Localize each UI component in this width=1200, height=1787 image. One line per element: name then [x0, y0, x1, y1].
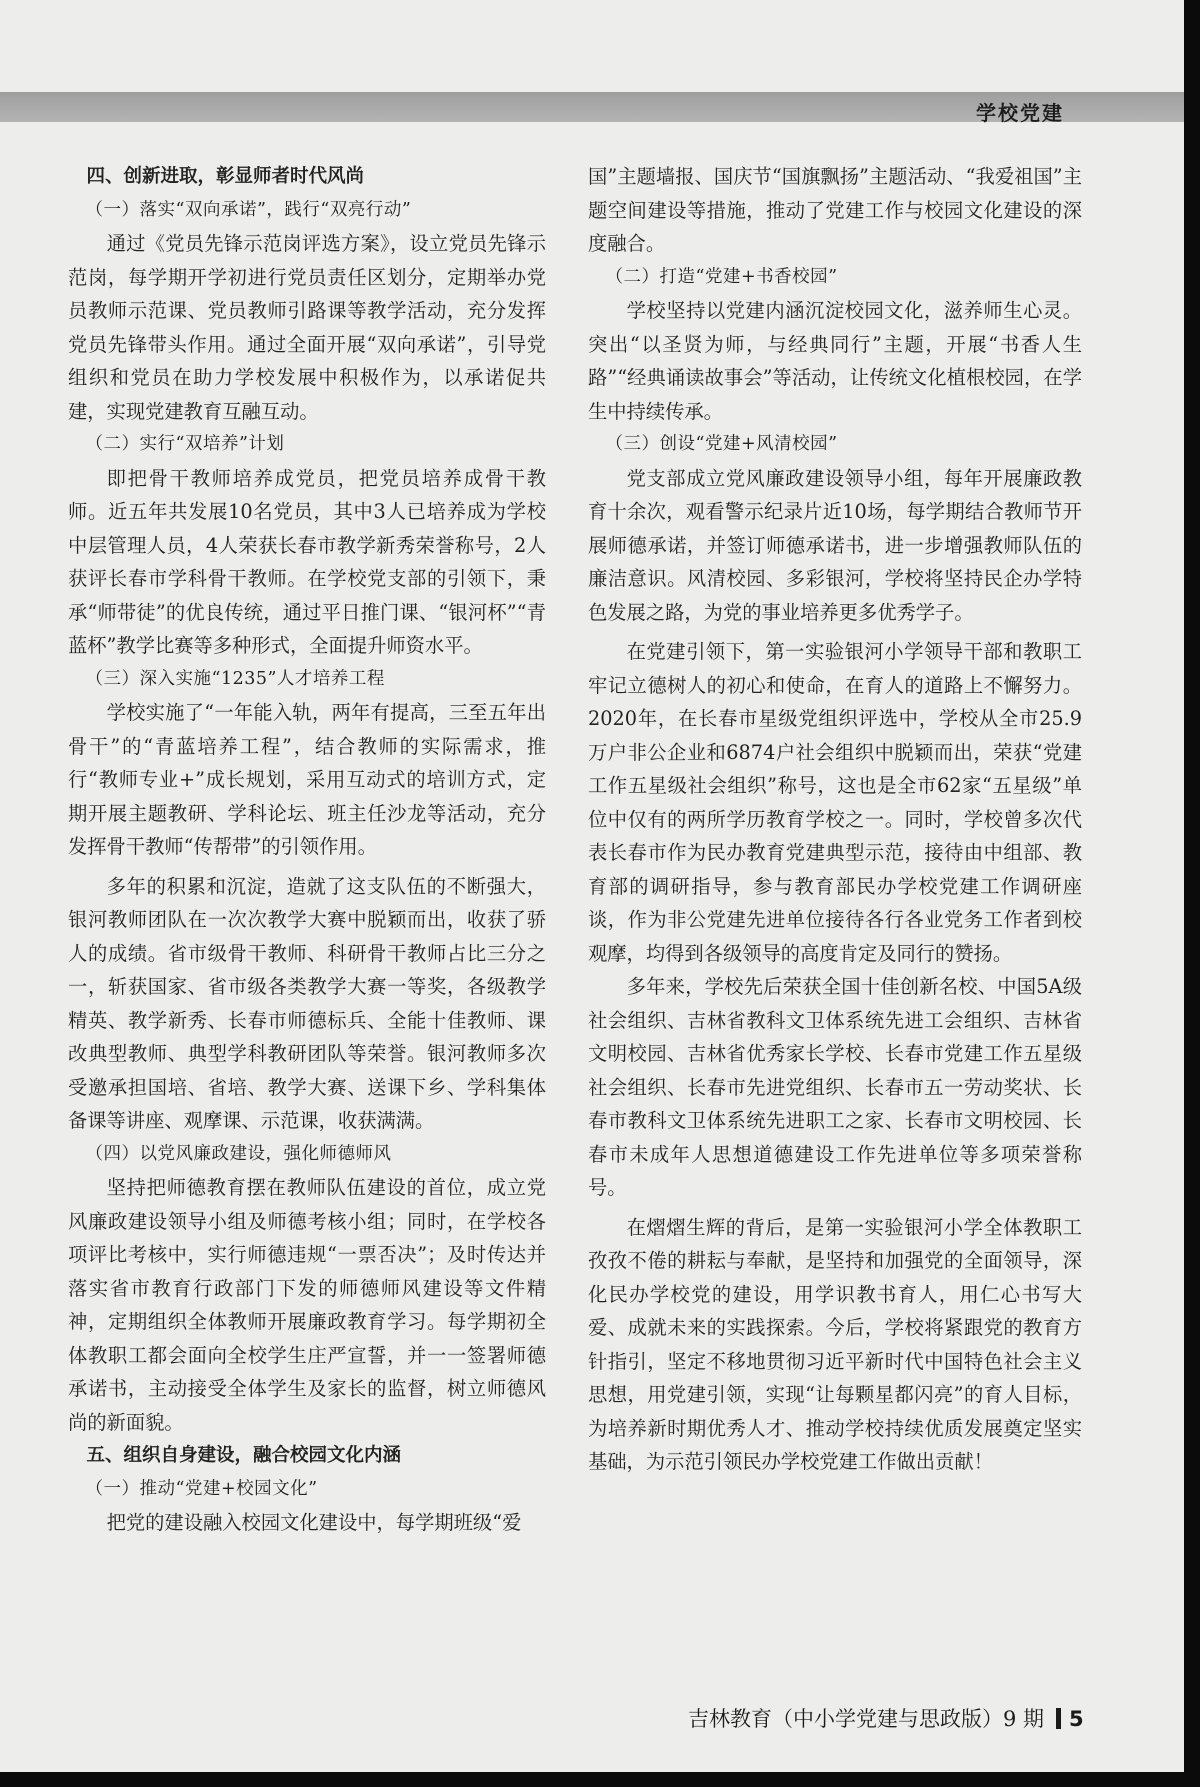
- footer: [688, 1703, 1108, 1733]
- section-heading: 五、组织自身建设，融合校园文化内涵: [86, 1445, 402, 1466]
- paragraph: 在党建引领下，第一实验银河小学领导干部和教职工牢记立德树人的初心和使命，在育人的道路上不懈努力。2020年，在长春市星级党组织评选中，学校从全市25.9万户非公企业和6874户社会组织中脱颖而出，荣获“党建工作五星级社会组织”称号，这也是全市62家“五星级”单位中仅有的两所学历教育学校之一。同时，学校曾多次代表长春市作为民办教育党建典型示范，接待由中组部、教育部的调研指导，参与教育部民办学校党建工作调研座谈，作为非公党建先进单位接待各行各业党务工作者到校观摩，均得到各级领导的高度肯定及同行的赞扬。: [588, 640, 1082, 965]
- subsection-heading: （一）推动“党建+校园文化”: [85, 1478, 318, 1499]
- subsection-heading: （三）深入实施“1235”人才培养工程: [85, 668, 385, 689]
- page-number: 5: [1069, 1707, 1084, 1731]
- paragraph: 在熠熠生辉的背后，是第一实验银河小学全体教职工孜孜不倦的耕耘与奉献，是坚持和加强党的全面领导，深化民办学校党的建设，用学识教书育人，用仁心书写大爱、成就未来的实践探索。今后，学校将紧跟党的教育方针指引，坚定不移地贯彻习近平新时代中国特色社会主义思想，用党建引领，实现“让每颗星都闪亮”的育人目标，为培养新时期优秀人才、推动学校持续优质发展奠定坚实基础，为示范引领民办学校党建工作做出贡献！: [588, 1215, 1082, 1473]
- paragraph: 坚持把师德教育摆在教师队伍建设的首位，成立党风廉政建设领导小组及师德考核小组；同时，在学校各项评比考核中，实行师德违规“一票否决”；及时传达并落实省市教育行政部门下发的师德师风建设等文件精神，定期组织全体教师开展廉政教育学习。每学期初全体教职工都会面向全校学生庄严宣誓，并一一签署师德承诺书，主动接受全体学生及家长的监督，树立师德风尚的新面貌。: [68, 1176, 546, 1434]
- section-heading: 四、创新进取，彰显师者时代风尚: [86, 166, 365, 187]
- left-column: [68, 160, 546, 1540]
- footer-divider: [1056, 1708, 1061, 1729]
- journal-name: 吉林教育（中小学党建与思政版）9 期: [688, 1707, 1045, 1731]
- paragraph: 把党的建设融入校园文化建设中，每学期班级“爱: [106, 1511, 522, 1534]
- paragraph: 通过《党员先锋示范岗评选方案》，设立党员先锋示范岗，每学期开学初进行党员责任区划分，定期举办党员教师示范课、党员教师引路课等教学活动，充分发挥党员先锋带头作用。通过全面开展“双向承诺”，引导党组织和党员在助力学校发展中积极作为，以承诺促共建，实现党建教育互融互动。: [68, 232, 546, 423]
- paragraph: 即把骨干教师培养成党员，把党员培养成骨干教师。近五年共发展10名党员，其中3人已培养成为学校中层管理人员，4人荣获长春市教学新秀荣誉称号，2人获评长春市学科骨干教师。在学校党支部的引领下，秉承“师带徒”的优良传统，通过平日推门课、“银河杯”“青蓝杯”教学比赛等多种形式，全面提升师资水平。: [68, 466, 546, 657]
- subsection-heading: （三）创设“党建+风清校园”: [605, 434, 838, 454]
- paragraph: 国”主题墙报、国庆节“国旗飘扬”主题活动、“我爱祖国”主题空间建设等措施，推动了党建工作与校园文化建设的深度融合。: [588, 165, 1082, 255]
- subsection-heading: （二）打造“党建+书香校园”: [605, 266, 838, 287]
- right-column: [588, 160, 1082, 1479]
- section-label: 学校党建: [976, 101, 1064, 125]
- subsection-heading: （一）落实“双向承诺”，践行“双亮行动”: [85, 199, 412, 220]
- paragraph: 党支部成立党风廉政建设领导小组，每年开展廉政教育十余次，观看警示纪录片近10场，每学期结合教师节开展师德承诺，并签订师德承诺书，进一步增强教师队伍的廉洁意识。风清校园、多彩银河，学校将坚持民企办学特色发展之路，为党的事业培养更多优秀学子。: [588, 466, 1082, 624]
- paragraph: 多年来，学校先后荣获全国十佳创新名校、中国5A级社会组织、吉林省教科文卫体系统先进工会组织、吉林省文明校园、吉林省优秀家长学校、长春市党建工作五星级社会组织、长春市先进党组织、长春市五一劳动奖状、长春市教科文卫体系统先进职工之家、长春市文明校园、长春市未成年人思想道德建设工作先进单位等多项荣誉称号。: [588, 975, 1082, 1199]
- paragraph: 学校实施了“一年能入轨，两年有提高，三至五年出骨干”的“青蓝培养工程”，结合教师的实际需求，推行“教师专业+”成长规划，采用互动式的培训方式，定期开展主题教研、学科论坛、班主任沙龙等活动，充分发挥骨干教师“传帮带”的引领作用。: [68, 701, 546, 858]
- paragraph: 多年的积累和沉淀，造就了这支队伍的不断强大，银河教师团队在一次次教学大赛中脱颖而出，收获了骄人的成绩。省市级骨干教师、科研骨干教师占比三分之一，斩获国家、省市级各类教学大赛一等奖，各级教学精英、教学新秀、长春市师德标兵、全能十佳教师、课改典型教师、典型学科教研团队等荣誉。银河教师多次受邀承担国培、省培、教学大赛、送课下乡、学科集体备课等讲座、观摩课、示范课，收获满满。: [68, 874, 546, 1132]
- subsection-heading: （二）实行“双培养”计划: [85, 434, 285, 454]
- subsection-heading: （四）以党风廉政建设，强化师德师风: [85, 1143, 392, 1164]
- paragraph: 学校坚持以党建内涵沉淀校园文化，滋养师生心灵。突出“以圣贤为师，与经典同行”主题，开展“书香人生路”“经典诵读故事会”等活动，让传统文化植根校园，在学生中持续传承。: [588, 299, 1082, 423]
